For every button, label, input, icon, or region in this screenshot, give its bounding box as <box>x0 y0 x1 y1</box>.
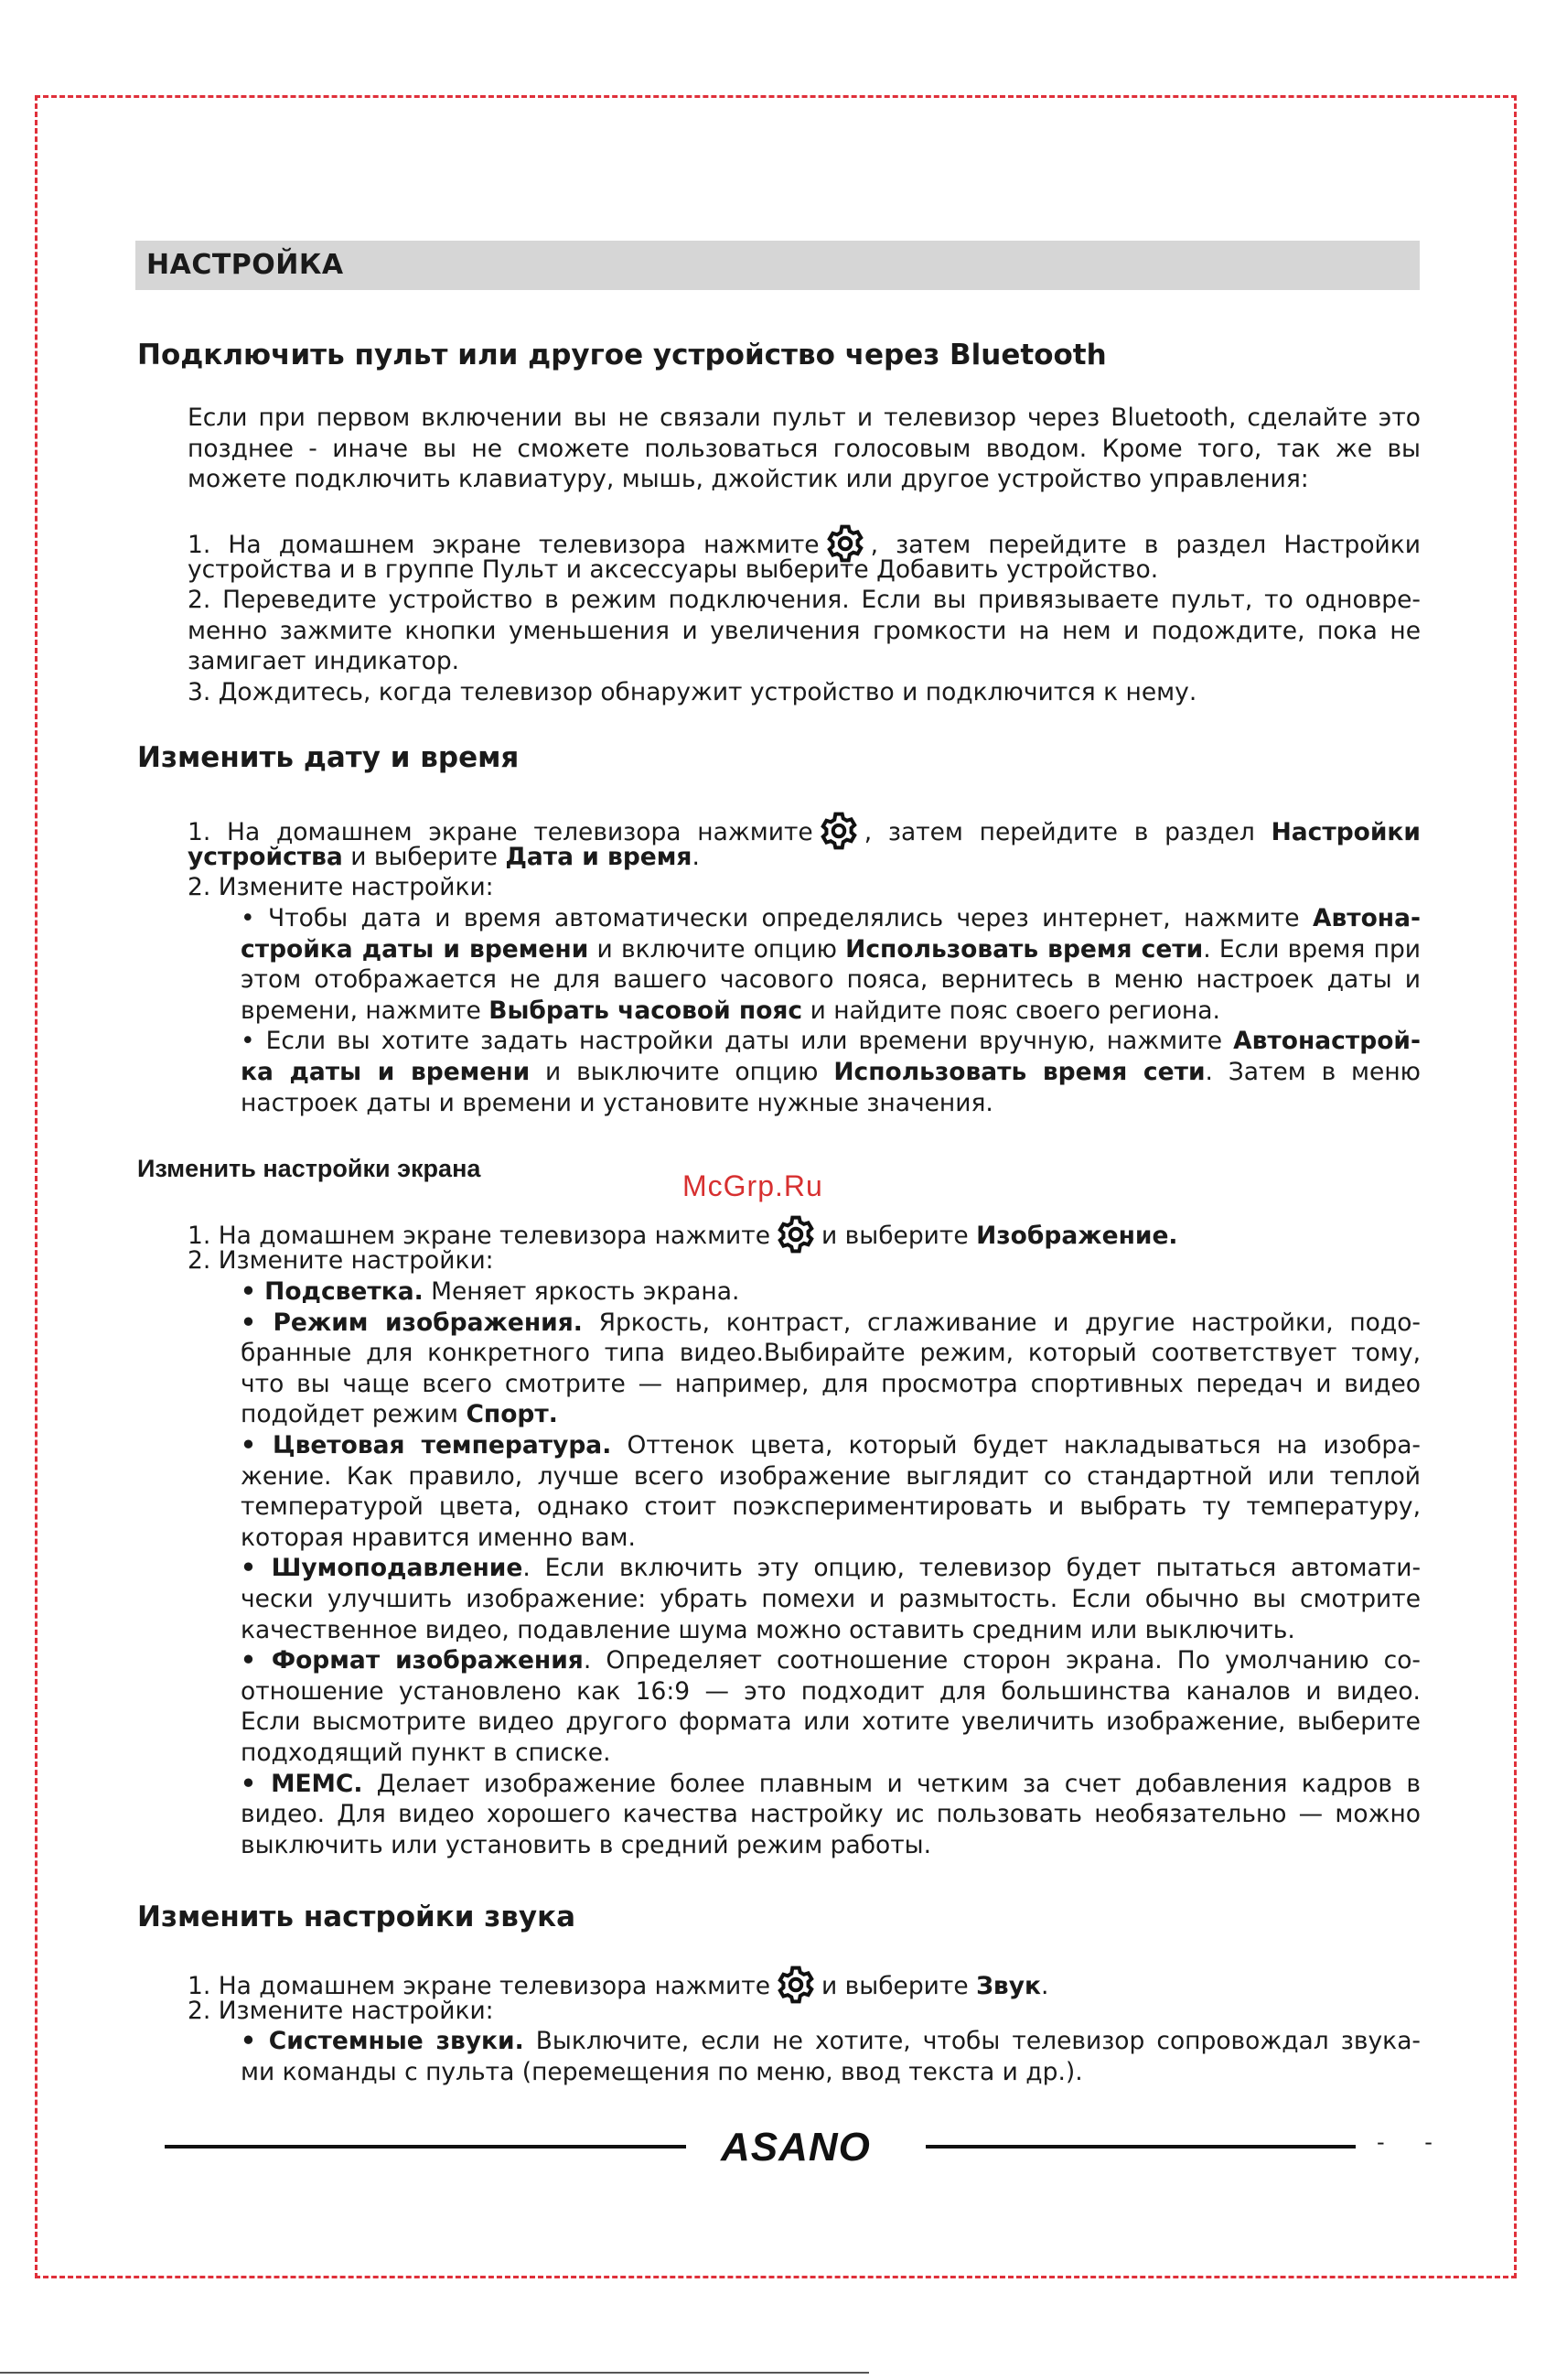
text-line: позднее - иначе вы не сможете пользоваться голосовым вводом. Кроме того, так же вы <box>188 434 1421 463</box>
text: • Если вы хотите задать настройки даты или времени вручную, нажмите <box>241 1027 1223 1056</box>
text: Меняет яркость экрана. <box>431 1277 740 1306</box>
text-line <box>241 1276 1421 1308</box>
text-line <box>241 1430 1421 1461</box>
text: . Затем в меню <box>1205 1057 1421 1086</box>
scan-edge <box>0 2372 869 2374</box>
text: 1. На домашнем экране телевизора нажмите <box>188 531 820 559</box>
text-line: менно зажмите кнопки уменьшения и увеличения громкости на нем и подождите, пока не <box>188 616 1421 645</box>
heading-bluetooth: Подключить пульт или другое устройство через Bluetooth <box>137 339 1107 372</box>
text: Делает изображение более плавным и четким за счет добавления кадров в <box>376 1769 1421 1798</box>
date-bullets <box>241 903 1421 1118</box>
text-line <box>241 996 1421 1027</box>
bluetooth-intro <box>188 403 1421 495</box>
text: . <box>692 842 700 871</box>
text: , затем перейдите в раздел Настройки <box>870 531 1421 559</box>
gear-icon <box>819 811 859 851</box>
text-line <box>241 934 1421 965</box>
text: и выберите <box>350 842 498 871</box>
menu-name: Автонастрой- <box>1233 1027 1421 1056</box>
text-line: Если высмотрите видео другого формата или хотите увеличить изображение, выберите <box>241 1707 1421 1737</box>
text-line: устройства и в группе Пульт и аксессуары выберите Добавить устройство. <box>188 555 1159 584</box>
heading-sound: Изменить настройки звука <box>137 1901 576 1933</box>
option-name: • Формат изображения <box>241 1646 584 1675</box>
text-line <box>241 1026 1421 1057</box>
text: и выберите <box>821 1222 969 1250</box>
option-name: • Режим изображения. <box>241 1308 583 1337</box>
menu-name: стройка даты и времени <box>241 934 589 964</box>
text-line: Если при первом включении вы не связали пульт и телевизор через Bluetooth, сделайте это <box>188 404 1421 432</box>
page-number: - - <box>1377 2129 1449 2155</box>
footer-rule-left <box>165 2145 686 2148</box>
text: • Чтобы дата и время автоматически определялись через интернет, нажмите <box>241 904 1300 932</box>
menu-name: Настройки <box>1271 818 1421 846</box>
text: и выберите <box>821 1972 969 2000</box>
text-line: этом отображается не для вашего часового пояса, вернитесь в меню настроек даты и <box>241 965 1421 995</box>
text-line <box>241 1399 1421 1430</box>
text-line: выключить или установить в средний режим работы. <box>241 1830 932 1859</box>
text-line: можете подключить клавиатуру, мышь, джойстик или другое устройство управления: <box>188 465 1309 494</box>
text: 1. На домашнем экране телевизора нажмите <box>188 818 813 846</box>
menu-name: Звук <box>976 1972 1041 2000</box>
screen-steps <box>188 1214 1421 1276</box>
option-name: • Подсветка. <box>241 1277 424 1306</box>
menu-name: Использовать время сети <box>833 1057 1206 1086</box>
menu-name: Дата и время <box>505 842 692 871</box>
text-line: видео. Для видео хорошего качества настройку ис пользовать необязательно — можно <box>241 1800 1421 1829</box>
text: и найдите пояс своего региона. <box>810 996 1220 1025</box>
date-step-1 <box>188 811 1421 903</box>
menu-name: устройства <box>188 842 343 871</box>
text: . Определяет соотношение сторон экрана. По умолчанию со- <box>583 1646 1421 1675</box>
footer-rule-right <box>926 2145 1356 2148</box>
menu-name: ка даты и времени <box>241 1057 531 1086</box>
text: 1. На домашнем экране телевизора нажмите <box>188 1972 771 2000</box>
text-line <box>241 1769 1421 1800</box>
screen-bullets <box>241 1276 1421 1860</box>
gear-icon <box>776 1214 816 1255</box>
text-line: настроек даты и времени и установите нужные значения. <box>241 1088 993 1117</box>
option-name: • Цветовая температура. <box>241 1430 612 1459</box>
text-line <box>188 811 1421 846</box>
text: . Если включить эту опцию, телевизор будет пытаться автомати- <box>522 1554 1422 1583</box>
bluetooth-steps <box>188 523 1421 708</box>
menu-name: Выбрать часовой пояс <box>488 996 803 1025</box>
text-line: замигает индикатор. <box>188 647 460 676</box>
text-line <box>241 903 1421 934</box>
text-line: чески улучшить изображение: убрать помехи и размытость. Если обычно вы смотрите <box>241 1584 1421 1613</box>
text-line: 2. Измените настройки: <box>188 1245 494 1275</box>
text: и включите опцию <box>596 934 837 964</box>
text: Яркость, контраст, сглаживание и другие настройки, подо- <box>598 1308 1421 1337</box>
text-line: 2. Переведите устройство в режим подключения. Если вы привязываете пульт, то одновре- <box>188 586 1421 615</box>
menu-name: Использовать время сети <box>845 934 1204 964</box>
text: . <box>1040 1972 1049 2000</box>
text: и выключите опцию <box>545 1057 819 1086</box>
gear-icon <box>776 1965 816 2005</box>
text: . Если время при <box>1203 934 1421 964</box>
brand-logo: ASANO <box>721 2125 871 2170</box>
text-line: жение. Как правило, лучше всего изображение выглядит со стандартной или теплой <box>241 1461 1421 1491</box>
text-line: 2. Измените настройки: <box>188 1996 494 2025</box>
text-line <box>188 1965 1421 2000</box>
text-line: что вы чаще всего смотрите — например, для просмотра спортивных передач и видео <box>241 1369 1421 1398</box>
text-line <box>241 1057 1421 1088</box>
heading-screen: Изменить настройки экрана <box>137 1155 481 1182</box>
text: Оттенок цвета, который будет накладываться на изобра- <box>627 1430 1421 1459</box>
option-name: • Шумоподавление <box>241 1554 523 1583</box>
sound-bullets <box>241 2026 1421 2087</box>
menu-name: Автона- <box>1312 904 1421 932</box>
text-line: температурой цвета, однако стоит поэкспериментировать и выбрать ту температуру, <box>241 1492 1421 1522</box>
text-line: которая нравится именно вам. <box>241 1523 636 1552</box>
option-name: • Системные звуки. <box>241 2027 524 2055</box>
step-1 <box>188 523 1421 559</box>
text-line: 2. Измените настройки: <box>188 873 494 902</box>
option-name: • MEMC. <box>241 1769 363 1798</box>
text-line: качественное видео, подавление шума можно оставить средним или выключить. <box>241 1615 1295 1644</box>
sound-steps <box>188 1965 1421 2026</box>
heading-date-time: Изменить дату и время <box>137 741 520 774</box>
text-line: отношение установлено как 16:9 — это подходит для большинства каналов и видео. <box>241 1676 1421 1706</box>
text-line <box>241 1645 1421 1676</box>
text: времени, нажмите <box>241 996 481 1025</box>
menu-name: Изображение. <box>976 1222 1178 1250</box>
text: 1. На домашнем экране телевизора нажмите <box>188 1222 771 1250</box>
text: , затем перейдите в раздел <box>864 818 1255 846</box>
text-line: ми команды с пульта (перемещения по меню, ввод текста и др.). <box>241 2057 1083 2086</box>
text-line <box>241 1308 1421 1339</box>
section-title: НАСТРОЙКА <box>135 241 1420 290</box>
text-line <box>188 1214 1421 1250</box>
text-line: бранные для конкретного типа видео.Выбирайте режим, который соответствует тому, <box>241 1339 1421 1368</box>
watermark: McGrp.Ru <box>682 1169 823 1202</box>
text-line <box>241 2026 1421 2057</box>
text-line: подходящий пункт в списке. <box>241 1738 611 1767</box>
text: подойдет режим <box>241 1400 458 1429</box>
step-3: 3. Дождитесь, когда телевизор обнаружит устройство и подключится к нему. <box>188 677 1197 706</box>
text: Выключите, если не хотите, чтобы телевизор сопровождал звука- <box>535 2027 1421 2055</box>
text-line <box>241 1553 1421 1584</box>
option-name: Спорт. <box>466 1400 558 1429</box>
